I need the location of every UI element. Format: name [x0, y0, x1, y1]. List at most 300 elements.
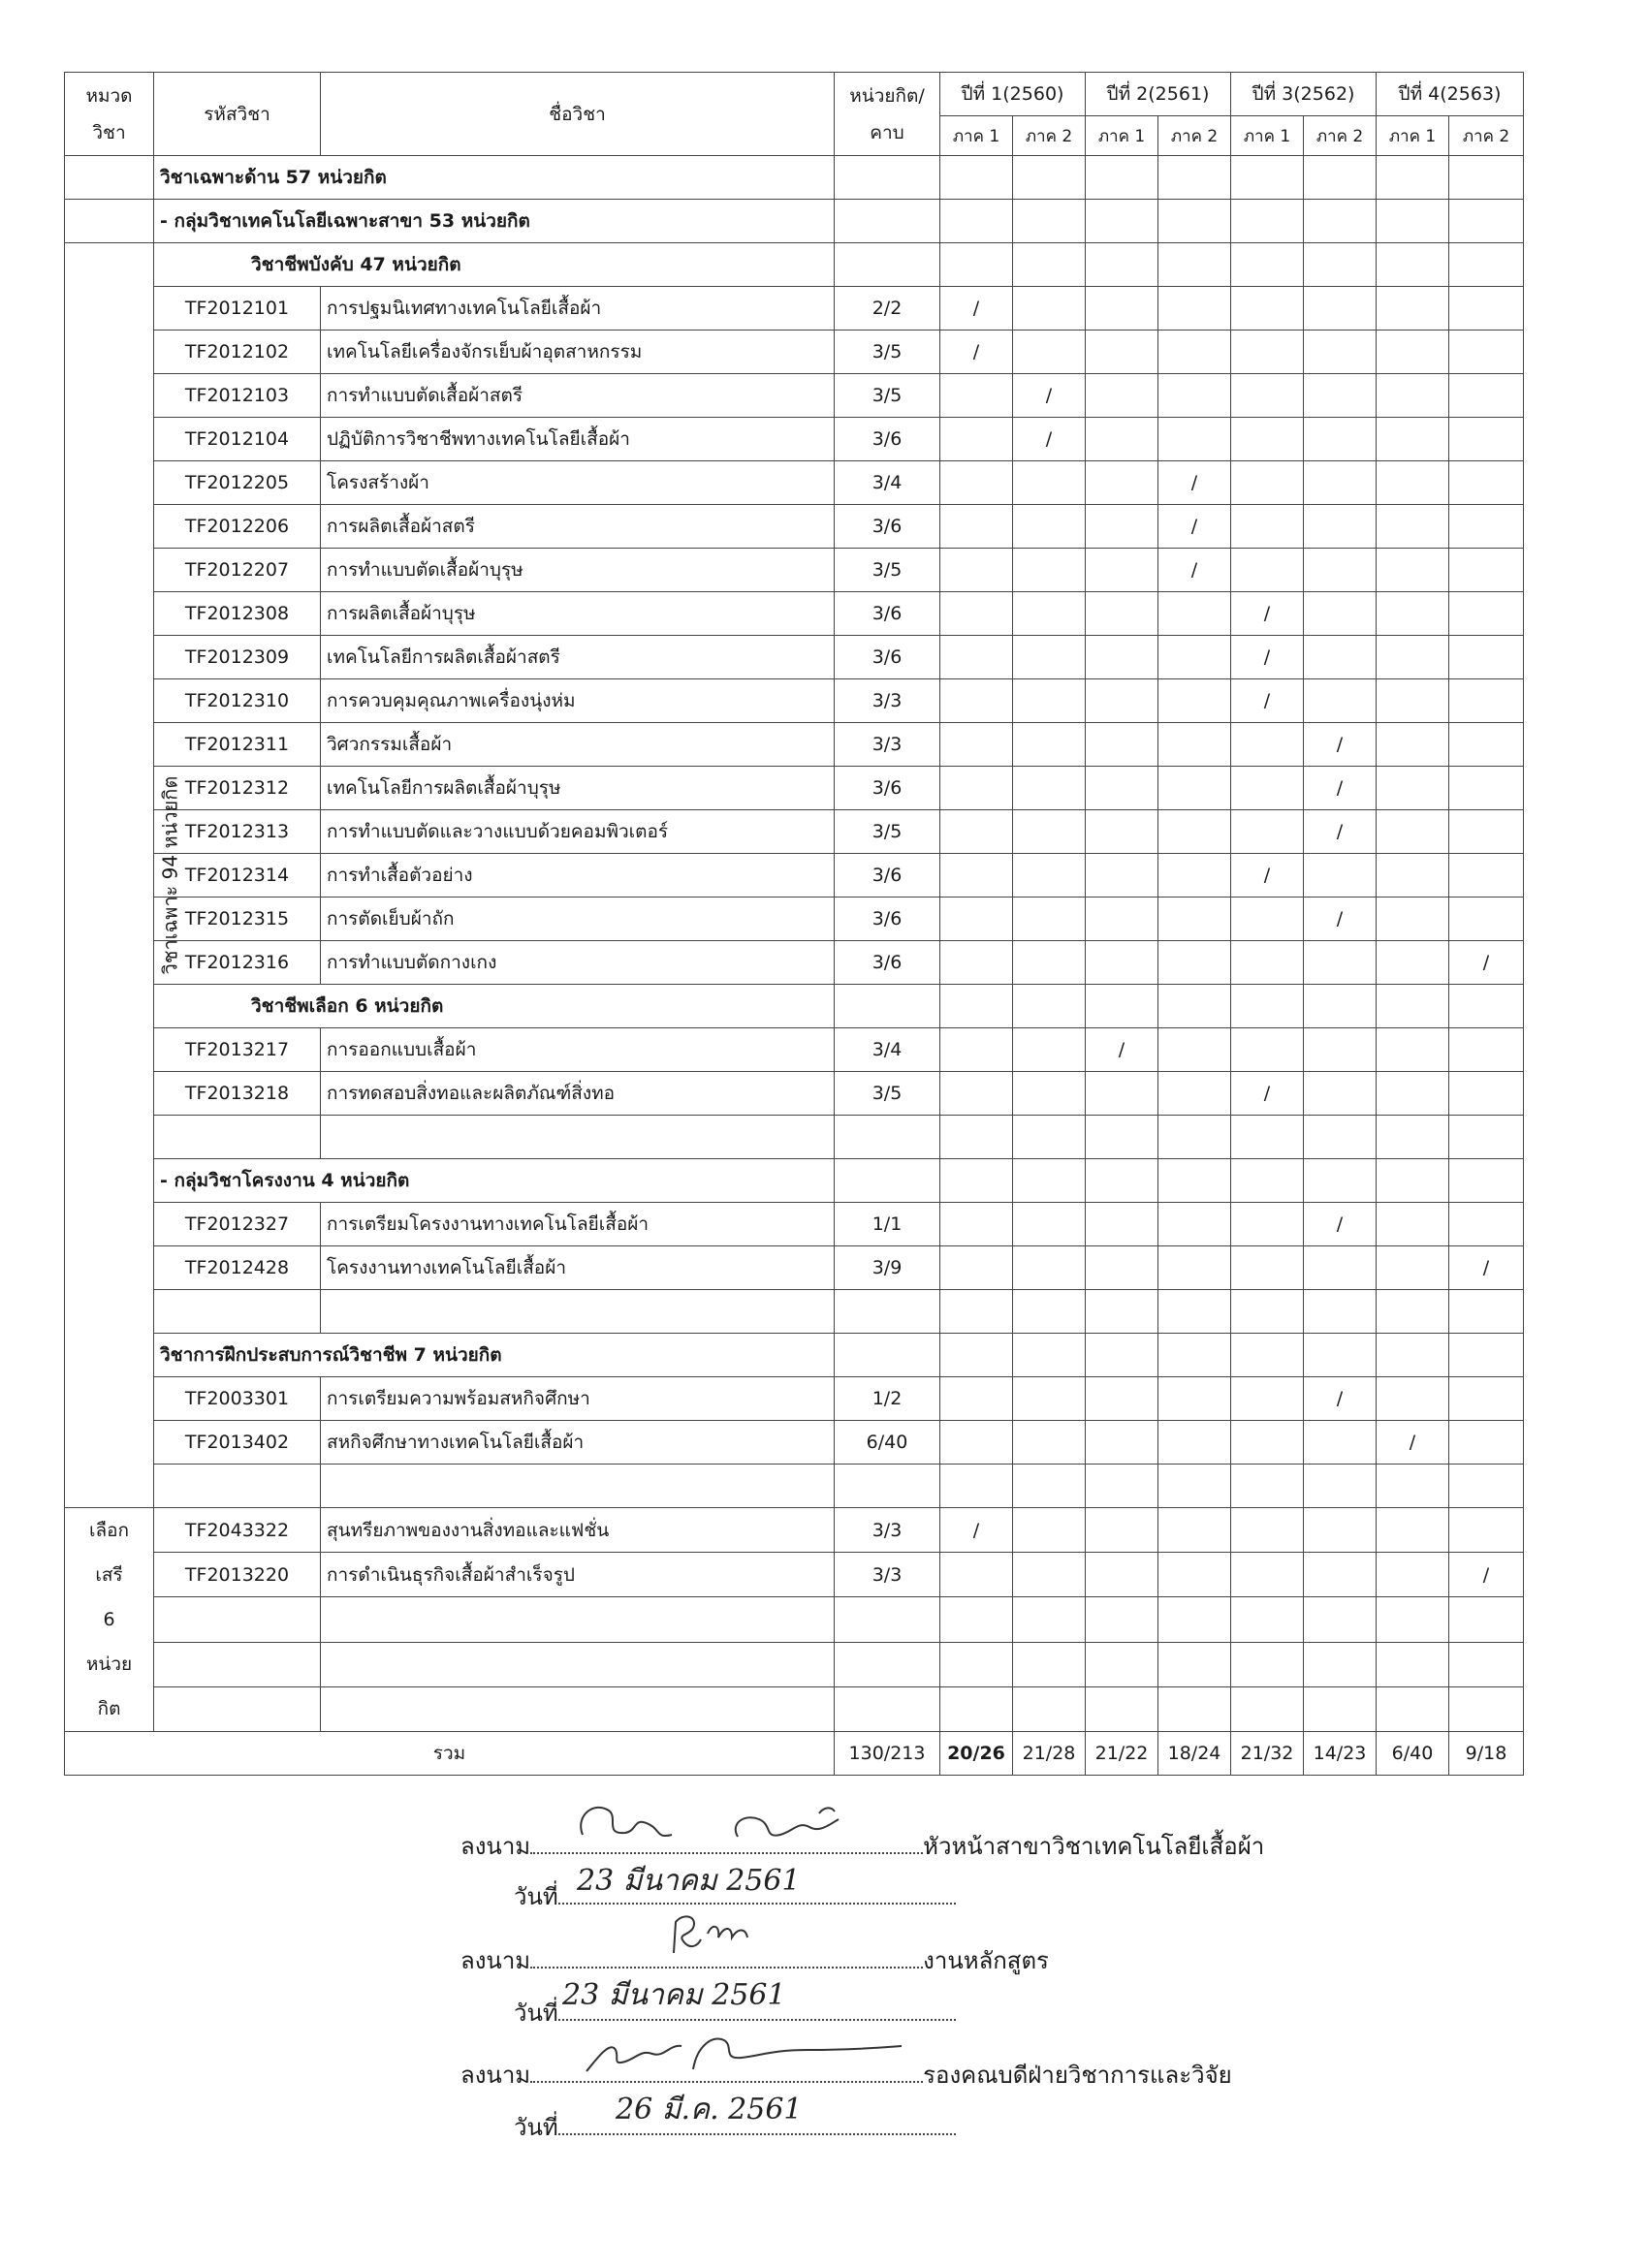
semester-cell [1449, 461, 1524, 505]
semester-cell [1086, 461, 1158, 505]
course-name: เทคโนโลยีเครื่องจักรเย็บผ้าอุตสาหกรรม [321, 331, 835, 374]
semester-cell [1304, 898, 1377, 941]
semester-cell [1158, 1465, 1231, 1508]
total-semester: 20/26 [940, 1732, 1013, 1776]
year-1-header: ปีที่ 1(2560) [940, 73, 1086, 116]
check-mark: / [1482, 1257, 1490, 1278]
credits-cell [835, 243, 940, 287]
free-elective-category [65, 1508, 154, 1732]
semester-cell [1304, 1686, 1377, 1731]
total-semester: 18/24 [1158, 1732, 1231, 1776]
semester-cell [1158, 1597, 1231, 1642]
signer-1-role: หัวหน้าสาขาวิชาเทคโนโลยีเสื้อผ้า [923, 1833, 1265, 1860]
semester-cell [1158, 505, 1231, 549]
semester-cell [1158, 679, 1231, 723]
check-mark: / [1263, 646, 1271, 668]
curriculum-sheet [64, 72, 1524, 1776]
semester-cell [1304, 1203, 1377, 1246]
semester-cell [940, 1159, 1013, 1203]
semester-cell [940, 1203, 1013, 1246]
semester-cell [940, 1072, 1013, 1116]
semester-cell [1231, 1116, 1304, 1159]
semester-cell [1158, 767, 1231, 810]
semester-cell [1013, 1290, 1086, 1334]
semester-cell [940, 374, 1013, 418]
course-credits [835, 1116, 940, 1159]
semester-cell [1377, 374, 1449, 418]
course-name: การเตรียมความพร้อมสหกิจศึกษา [321, 1377, 835, 1421]
total-semester: 21/32 [1231, 1732, 1304, 1776]
credits-cell [835, 985, 940, 1028]
semester-cell [1449, 1072, 1524, 1116]
semester-cell [1304, 287, 1377, 331]
semester-cell [1304, 331, 1377, 374]
semester-cell [1231, 1028, 1304, 1072]
total-semester: 6/40 [1377, 1732, 1449, 1776]
semester-cell [1158, 1159, 1231, 1203]
course-code [154, 1597, 321, 1642]
study-plan-table [64, 72, 1524, 1776]
semester-cell [1013, 243, 1086, 287]
course-name: การปฐมนิเทศทางเทคโนโลยีเสื้อผ้า [321, 287, 835, 331]
course-name: ปฏิบัติการวิชาชีพทางเทคโนโลยีเสื้อผ้า [321, 418, 835, 461]
credits-header: หน่วยกิต/ คาบ [835, 73, 940, 156]
semester-cell [1086, 1116, 1158, 1159]
semester-cell [1086, 1334, 1158, 1377]
semester-cell [1377, 1597, 1449, 1642]
course-name: การผลิตเสื้อผ้าบุรุษ [321, 592, 835, 636]
semester-cell [1158, 331, 1231, 374]
semester-cell [1158, 1116, 1231, 1159]
check-mark: / [1409, 1432, 1416, 1453]
course-code: TF2012205 [154, 461, 321, 505]
semester-cell [1231, 331, 1304, 374]
course-code [154, 1686, 321, 1731]
course-row [65, 287, 1524, 331]
semester-cell [1158, 418, 1231, 461]
signature-line-1: ลงนาม หัวหน้าสาขาวิชาเทคโนโลยีเสื้อผ้า [460, 1833, 1265, 1860]
course-code: TF2012308 [154, 592, 321, 636]
course-code: TF2013217 [154, 1028, 321, 1072]
course-code: TF2013402 [154, 1421, 321, 1465]
course-name: เทคโนโลยีการผลิตเสื้อผ้าสตรี [321, 636, 835, 679]
check-mark: / [972, 298, 980, 319]
course-row [65, 1203, 1524, 1246]
semester-cell [1449, 592, 1524, 636]
semester-cell [1086, 1203, 1158, 1246]
check-mark: / [1045, 428, 1053, 450]
course-code [154, 1642, 321, 1686]
semester-cell [1449, 636, 1524, 679]
course-credits [835, 1290, 940, 1334]
semester-cell [1013, 1508, 1086, 1553]
course-code: TF2012101 [154, 287, 321, 331]
section-title: วิชาชีพเลือก 6 หน่วยกิต [154, 985, 835, 1028]
course-credits: 3/5 [835, 810, 940, 854]
course-credits: 3/3 [835, 1553, 940, 1597]
semester-cell [1158, 723, 1231, 767]
semester-cell [1013, 200, 1086, 243]
course-row [65, 1553, 1524, 1597]
course-name: วิศวกรรมเสื้อผ้า [321, 723, 835, 767]
semester-cell [1377, 1508, 1449, 1553]
course-name: สหกิจศึกษาทางเทคโนโลยีเสื้อผ้า [321, 1421, 835, 1465]
credits-cell [835, 200, 940, 243]
semester-cell [1086, 549, 1158, 592]
course-row [65, 505, 1524, 549]
semester-cell [1304, 1028, 1377, 1072]
semester-cell [1013, 461, 1086, 505]
date-line-1: วันที่ [514, 1877, 956, 1915]
semester-cell [1304, 679, 1377, 723]
code-header: รหัสวิชา [154, 73, 321, 156]
semester-cell [1304, 810, 1377, 854]
semester-cell [1158, 1377, 1231, 1421]
semester-cell [1304, 723, 1377, 767]
course-name [321, 1686, 835, 1731]
course-name [321, 1290, 835, 1334]
section-title: วิชาเฉพาะด้าน 57 หน่วยกิต [154, 156, 835, 200]
semester-cell [1013, 1072, 1086, 1116]
semester-cell [1377, 156, 1449, 200]
semester-cell [940, 418, 1013, 461]
course-code: TF2012206 [154, 505, 321, 549]
semester-cell [1449, 243, 1524, 287]
semester-cell [1449, 1642, 1524, 1686]
semester-header: ภาค 1 [1377, 116, 1449, 156]
semester-cell [940, 1290, 1013, 1334]
semester-cell [1449, 810, 1524, 854]
empty-row [65, 1116, 1524, 1159]
semester-cell [940, 1246, 1013, 1290]
course-code: TF2043322 [154, 1508, 321, 1553]
semester-cell [1013, 1421, 1086, 1465]
semester-cell [1304, 1421, 1377, 1465]
semester-cell [1449, 1116, 1524, 1159]
semester-cell [1231, 1290, 1304, 1334]
course-code [154, 1465, 321, 1508]
semester-cell [1231, 1072, 1304, 1116]
total-semester: 21/22 [1086, 1732, 1158, 1776]
semester-cell [1013, 1597, 1086, 1642]
check-mark: / [1482, 1563, 1490, 1586]
semester-cell [1449, 1159, 1524, 1203]
course-row [65, 767, 1524, 810]
course-credits: 3/6 [835, 898, 940, 941]
course-credits: 3/6 [835, 941, 940, 985]
semester-cell [1086, 1421, 1158, 1465]
semester-cell [1231, 1246, 1304, 1290]
category-cell [65, 200, 154, 243]
semester-cell [1013, 1028, 1086, 1072]
course-code: TF2012102 [154, 331, 321, 374]
semester-cell [1086, 287, 1158, 331]
semester-cell [940, 549, 1013, 592]
semester-cell [1449, 1508, 1524, 1553]
course-credits: 3/6 [835, 636, 940, 679]
course-row [65, 1072, 1524, 1116]
semester-cell [1449, 1553, 1524, 1597]
semester-cell [1086, 1508, 1158, 1553]
semester-cell [1158, 636, 1231, 679]
semester-cell [1086, 1686, 1158, 1731]
semester-cell [1086, 854, 1158, 898]
semester-cell [1449, 1686, 1524, 1731]
check-mark: / [1336, 1213, 1344, 1235]
empty-row [65, 1290, 1524, 1334]
semester-cell [1158, 810, 1231, 854]
course-credits: 3/6 [835, 767, 940, 810]
course-name: การผลิตเสื้อผ้าสตรี [321, 505, 835, 549]
empty-row [65, 1686, 1524, 1731]
semester-cell [1231, 723, 1304, 767]
semester-cell [1304, 1290, 1377, 1334]
check-mark: / [1118, 1039, 1125, 1060]
course-code: TF2012309 [154, 636, 321, 679]
section-row [65, 985, 1524, 1028]
semester-cell [1158, 374, 1231, 418]
semester-cell [1086, 898, 1158, 941]
semester-cell [1377, 679, 1449, 723]
course-row [65, 1377, 1524, 1421]
date-line-3: วันที่ [514, 2108, 956, 2146]
semester-cell [1086, 985, 1158, 1028]
semester-cell [1013, 723, 1086, 767]
signer-2-role: งานหลักสูตร [923, 1947, 1049, 1974]
semester-cell [1231, 592, 1304, 636]
check-mark: / [1045, 385, 1053, 406]
semester-header: ภาค 2 [1158, 116, 1231, 156]
credits-cell [835, 1334, 940, 1377]
semester-cell [1013, 941, 1086, 985]
semester-cell [1449, 1421, 1524, 1465]
semester-cell [1304, 1246, 1377, 1290]
check-mark: / [1190, 472, 1198, 493]
semester-cell [1013, 418, 1086, 461]
semester-cell [1086, 418, 1158, 461]
course-credits: 3/5 [835, 374, 940, 418]
course-name: เทคโนโลยีการผลิตเสื้อผ้าบุรุษ [321, 767, 835, 810]
semester-cell [1231, 810, 1304, 854]
semester-cell [1377, 592, 1449, 636]
course-credits: 3/3 [835, 723, 940, 767]
semester-cell [1377, 1686, 1449, 1731]
semester-cell [1449, 1465, 1524, 1508]
course-credits: 6/40 [835, 1421, 940, 1465]
course-row [65, 636, 1524, 679]
semester-cell [1158, 1334, 1231, 1377]
semester-cell [1158, 1072, 1231, 1116]
semester-cell [1231, 767, 1304, 810]
course-row [65, 461, 1524, 505]
semester-cell [1158, 200, 1231, 243]
semester-cell [1231, 374, 1304, 418]
semester-cell [1449, 156, 1524, 200]
check-mark: / [1263, 1083, 1271, 1104]
course-name: โครงงานทางเทคโนโลยีเสื้อผ้า [321, 1246, 835, 1290]
semester-cell [1013, 287, 1086, 331]
semester-cell [1377, 1334, 1449, 1377]
course-code: TF2012207 [154, 549, 321, 592]
course-credits: 3/5 [835, 1072, 940, 1116]
course-name: การทำแบบตัดเสื้อผ้าบุรุษ [321, 549, 835, 592]
course-row [65, 1028, 1524, 1072]
course-row [65, 723, 1524, 767]
course-code: TF2012310 [154, 679, 321, 723]
semester-cell [1449, 200, 1524, 243]
semester-cell [1013, 1553, 1086, 1597]
semester-cell [1086, 243, 1158, 287]
course-name: การออกแบบเสื้อผ้า [321, 1028, 835, 1072]
course-name: การทำแบบตัดกางเกง [321, 941, 835, 985]
semester-cell [940, 592, 1013, 636]
specialized-category [65, 243, 182, 1508]
semester-cell [940, 1508, 1013, 1553]
semester-cell [1304, 767, 1377, 810]
course-row [65, 898, 1524, 941]
semester-header: ภาค 1 [940, 116, 1013, 156]
semester-cell [1377, 898, 1449, 941]
date-line-2: วันที่ [514, 1994, 956, 2032]
semester-cell [1086, 156, 1158, 200]
semester-cell [1304, 854, 1377, 898]
semester-cell [1449, 1597, 1524, 1642]
header-row-1 [65, 73, 1524, 116]
course-name: การตัดเย็บผ้าถัก [321, 898, 835, 941]
course-name: การทำเสื้อตัวอย่าง [321, 854, 835, 898]
total-credits: 130/213 [835, 1732, 940, 1776]
semester-cell [1449, 418, 1524, 461]
semester-cell [1231, 679, 1304, 723]
semester-cell [1158, 1642, 1231, 1686]
semester-cell [1304, 243, 1377, 287]
check-mark: / [1263, 865, 1271, 886]
course-code: TF2012104 [154, 418, 321, 461]
course-name: โครงสร้างผ้า [321, 461, 835, 505]
semester-cell [940, 723, 1013, 767]
semester-cell [1013, 549, 1086, 592]
semester-cell [940, 1597, 1013, 1642]
semester-cell [1158, 1553, 1231, 1597]
semester-cell [1086, 1246, 1158, 1290]
semester-cell [1013, 374, 1086, 418]
semester-cell [1449, 941, 1524, 985]
semester-cell [1304, 941, 1377, 985]
semester-cell [1231, 243, 1304, 287]
semester-cell [1231, 1334, 1304, 1377]
semester-cell [1013, 636, 1086, 679]
course-credits: 1/1 [835, 1203, 940, 1246]
course-code: TF2012314 [154, 854, 321, 898]
section-title: วิชาชีพบังคับ 47 หน่วยกิต [154, 243, 835, 287]
course-credits: 2/2 [835, 287, 940, 331]
semester-cell [1377, 505, 1449, 549]
semester-cell [940, 854, 1013, 898]
semester-cell [1086, 1290, 1158, 1334]
semester-cell [1086, 1642, 1158, 1686]
year-2-header: ปีที่ 2(2561) [1086, 73, 1231, 116]
semester-cell [1013, 767, 1086, 810]
semester-cell [1086, 679, 1158, 723]
total-semester: 21/28 [1013, 1732, 1086, 1776]
semester-cell [940, 200, 1013, 243]
semester-cell [940, 1377, 1013, 1421]
signature-line-3: ลงนาม รองคณบดีฝ่ายวิชาการและวิจัย [460, 2062, 1232, 2089]
section-row [65, 243, 1524, 287]
semester-cell [1377, 723, 1449, 767]
free-elective-label: 6 [103, 1609, 115, 1630]
semester-cell [1304, 1553, 1377, 1597]
course-code: TF2012315 [154, 898, 321, 941]
signature-3-scribble [577, 2021, 906, 2079]
semester-cell [1013, 1377, 1086, 1421]
course-code: TF2012312 [154, 767, 321, 810]
semester-cell [1013, 331, 1086, 374]
semester-cell [1449, 898, 1524, 941]
semester-cell [1086, 592, 1158, 636]
semester-cell [1231, 1377, 1304, 1421]
total-semester: 14/23 [1304, 1732, 1377, 1776]
semester-header: ภาค 2 [1013, 116, 1086, 156]
semester-cell [940, 985, 1013, 1028]
semester-cell [1158, 243, 1231, 287]
semester-cell [1449, 374, 1524, 418]
course-row [65, 941, 1524, 985]
semester-cell [1013, 1686, 1086, 1731]
semester-cell [1304, 592, 1377, 636]
course-credits: 3/9 [835, 1246, 940, 1290]
semester-cell [1158, 156, 1231, 200]
course-name: การทำแบบตัดเสื้อผ้าสตรี [321, 374, 835, 418]
semester-cell [1449, 679, 1524, 723]
semester-cell [1449, 1334, 1524, 1377]
semester-cell [940, 810, 1013, 854]
semester-cell [1304, 1377, 1377, 1421]
semester-cell [1377, 1465, 1449, 1508]
semester-cell [1304, 200, 1377, 243]
semester-cell [1158, 549, 1231, 592]
semester-cell [1304, 1159, 1377, 1203]
semester-cell [940, 505, 1013, 549]
course-credits: 3/6 [835, 854, 940, 898]
semester-cell [1449, 1290, 1524, 1334]
semester-cell [1086, 1597, 1158, 1642]
course-credits: 3/3 [835, 679, 940, 723]
semester-cell [1377, 1028, 1449, 1072]
check-mark: / [972, 1519, 980, 1541]
semester-cell [1013, 505, 1086, 549]
semester-cell [1304, 418, 1377, 461]
semester-cell [940, 898, 1013, 941]
semester-cell [1158, 1508, 1231, 1553]
course-row [65, 854, 1524, 898]
semester-cell [1304, 1465, 1377, 1508]
semester-cell [1158, 287, 1231, 331]
semester-cell [940, 243, 1013, 287]
empty-row [65, 1642, 1524, 1686]
semester-cell [1304, 985, 1377, 1028]
semester-cell [1377, 549, 1449, 592]
semester-cell [1231, 1421, 1304, 1465]
course-credits: 3/5 [835, 331, 940, 374]
signature-2-scribble [654, 1905, 771, 1963]
section-title: วิชาการฝึกประสบการณ์วิชาชีพ 7 หน่วยกิต [154, 1334, 835, 1377]
semester-cell [1377, 854, 1449, 898]
credits-cell [835, 156, 940, 200]
course-credits: 3/4 [835, 1028, 940, 1072]
signature-line-2: ลงนาม งานหลักสูตร [460, 1947, 1049, 1974]
semester-cell [1086, 1028, 1158, 1072]
